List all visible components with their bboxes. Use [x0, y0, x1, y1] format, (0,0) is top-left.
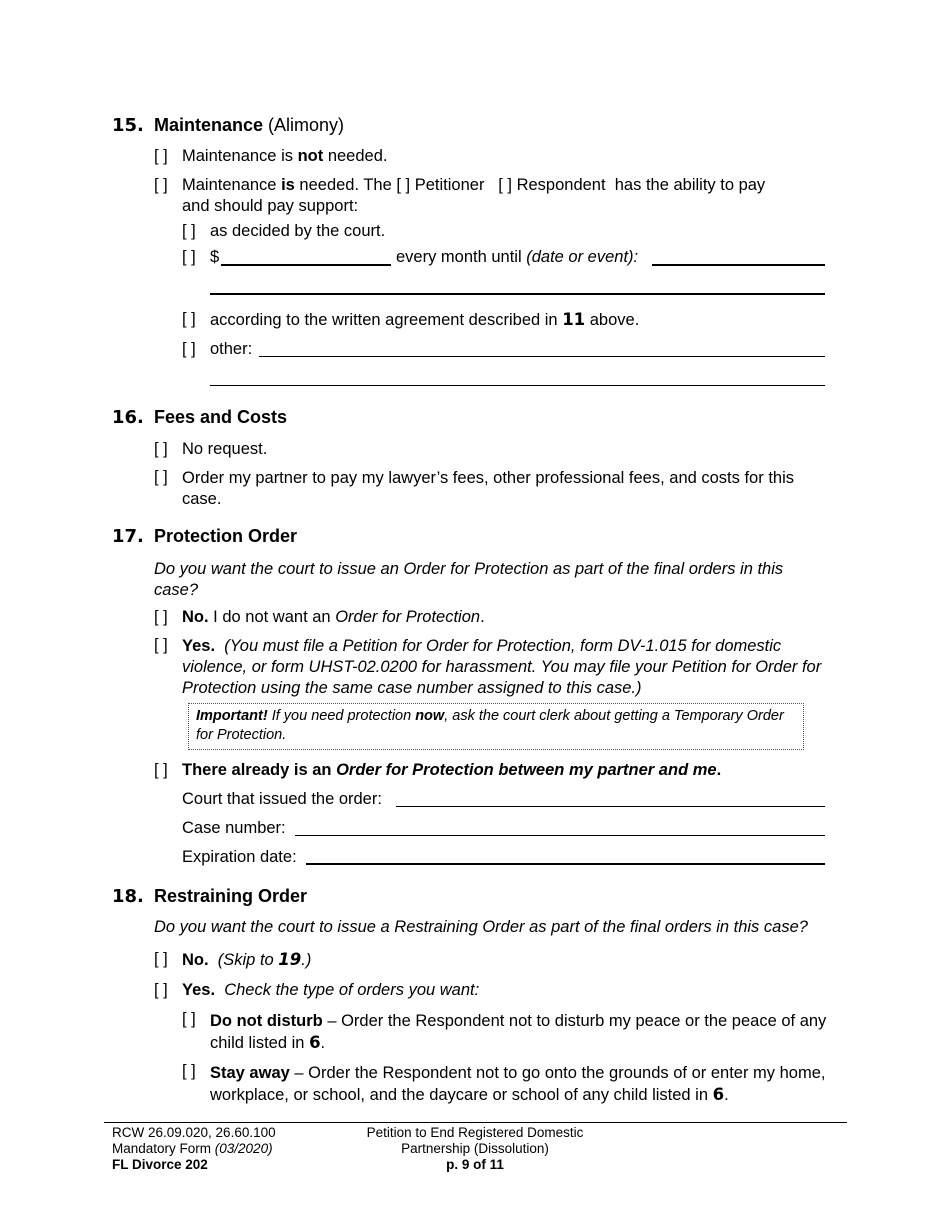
footer-center [345, 1125, 605, 1173]
other-input-line[interactable] [259, 356, 825, 357]
court-issued-label: Court that issued the order: [182, 790, 382, 808]
every-month-label: every month until (date or event): [396, 248, 639, 266]
checkbox-restraining-no[interactable]: [ ] [154, 950, 168, 968]
checkbox-protection-yes[interactable]: [ ] [154, 636, 168, 654]
order-fees-label: Order my partner to pay my lawyer’s fees, other professional fees, and costs for this case. [182, 469, 794, 508]
footer-left [112, 1125, 276, 1173]
footer-form-id: FL Divorce 202 [112, 1157, 208, 1172]
footer-divider [104, 1122, 847, 1123]
checkbox-monthly-amount[interactable]: [ ] [182, 248, 196, 266]
checkbox-no-request[interactable]: [ ] [154, 440, 168, 458]
footer-page-number: p. 9 of 11 [446, 1157, 504, 1172]
date-event-input-line[interactable] [652, 264, 825, 266]
checkbox-maintenance-needed[interactable]: [ ] [154, 176, 168, 194]
restraining-order-question: Do you want the court to issue a Restraining Order as part of the final orders in this case? [154, 918, 808, 936]
written-agreement-label: according to the written agreement described in 11 above. [210, 310, 640, 329]
section-16-heading: Fees and Costs [154, 407, 288, 427]
footer-title-1: Petition to End Registered Domestic [366, 1125, 584, 1140]
restraining-yes-label: Yes. Check the type of orders you want: [182, 981, 480, 999]
checkbox-maintenance-not-needed[interactable]: [ ] [154, 147, 168, 165]
checkbox-respondent[interactable]: [ ] [498, 176, 512, 194]
maintenance-needed-label: Maintenance is needed. The [ ] Petitioner [ ] Respondent has the ability to pay [182, 176, 766, 194]
restraining-no-label: No. (Skip to 19.) [182, 950, 312, 969]
existing-order-label: There already is an Order for Protection between my partner and me. [182, 761, 722, 779]
footer-title-2: Partnership (Dissolution) [401, 1141, 549, 1156]
do-not-disturb-label: Do not disturb – Order the Respondent not to disturb my peace or the peace of any child listed in 6. [210, 1012, 827, 1052]
maintenance-needed-label-cont: and should pay support: [182, 197, 359, 215]
footer-rcw: RCW 26.09.020, 26.60.100 [112, 1125, 276, 1140]
section-18-heading: Restraining Order [154, 886, 308, 906]
protection-yes-label: Yes. (You must file a Petition for Order for Protection, form DV-1.015 for domestic violence, or form UHST-02.0200 for harassment. You may file your Petition for Order for Protection using the same case number assigned to this case.) [182, 637, 822, 697]
section-15-number: 15. [112, 115, 144, 136]
other-input-line-2[interactable] [210, 385, 825, 386]
no-request-label: No request. [182, 440, 268, 458]
checkbox-order-fees[interactable]: [ ] [154, 468, 168, 486]
checkbox-written-agreement[interactable]: [ ] [182, 310, 196, 328]
expiration-date-label: Expiration date: [182, 848, 297, 866]
checkbox-other[interactable]: [ ] [182, 340, 196, 358]
footer-mandatory: Mandatory Form (03/2020) [112, 1141, 273, 1156]
checkbox-do-not-disturb[interactable]: [ ] [182, 1010, 196, 1028]
other-label: other: [210, 340, 253, 358]
stay-away-label: Stay away – Order the Respondent not to go onto the grounds of or enter my home, workplace, or school, and the daycare or school of any child listed in 6. [210, 1064, 826, 1104]
important-notice: Important! If you need protection now, ask the court clerk about getting a Temporary Order for Protection. [188, 703, 804, 750]
protection-no-label: No. I do not want an Order for Protection. [182, 608, 485, 626]
section-18-number: 18. [112, 886, 144, 907]
expiration-date-input-line[interactable] [306, 863, 825, 865]
as-decided-label: as decided by the court. [210, 222, 386, 240]
section-16-number: 16. [112, 407, 144, 428]
checkbox-existing-order[interactable]: [ ] [154, 761, 168, 779]
amount-input-line[interactable] [221, 264, 391, 266]
checkbox-petitioner[interactable]: [ ] [396, 176, 411, 194]
case-number-label: Case number: [182, 819, 286, 837]
section-17-number: 17. [112, 526, 144, 547]
section-17-heading: Protection Order [154, 526, 298, 546]
maintenance-not-needed-label: Maintenance is not needed. [182, 147, 388, 165]
court-issued-input-line[interactable] [396, 806, 825, 807]
dollar-sign: $ [210, 248, 220, 266]
checkbox-protection-no[interactable]: [ ] [154, 608, 168, 626]
checkbox-stay-away[interactable]: [ ] [182, 1062, 196, 1080]
checkbox-restraining-yes[interactable]: [ ] [154, 981, 168, 999]
date-event-input-line-2[interactable] [210, 293, 825, 295]
case-number-input-line[interactable] [295, 835, 825, 836]
section-15-heading: Maintenance (Alimony) [154, 115, 345, 135]
checkbox-as-decided[interactable]: [ ] [182, 222, 196, 240]
protection-order-question: Do you want the court to issue an Order for Protection as part of the final orders in this case? [154, 560, 784, 599]
